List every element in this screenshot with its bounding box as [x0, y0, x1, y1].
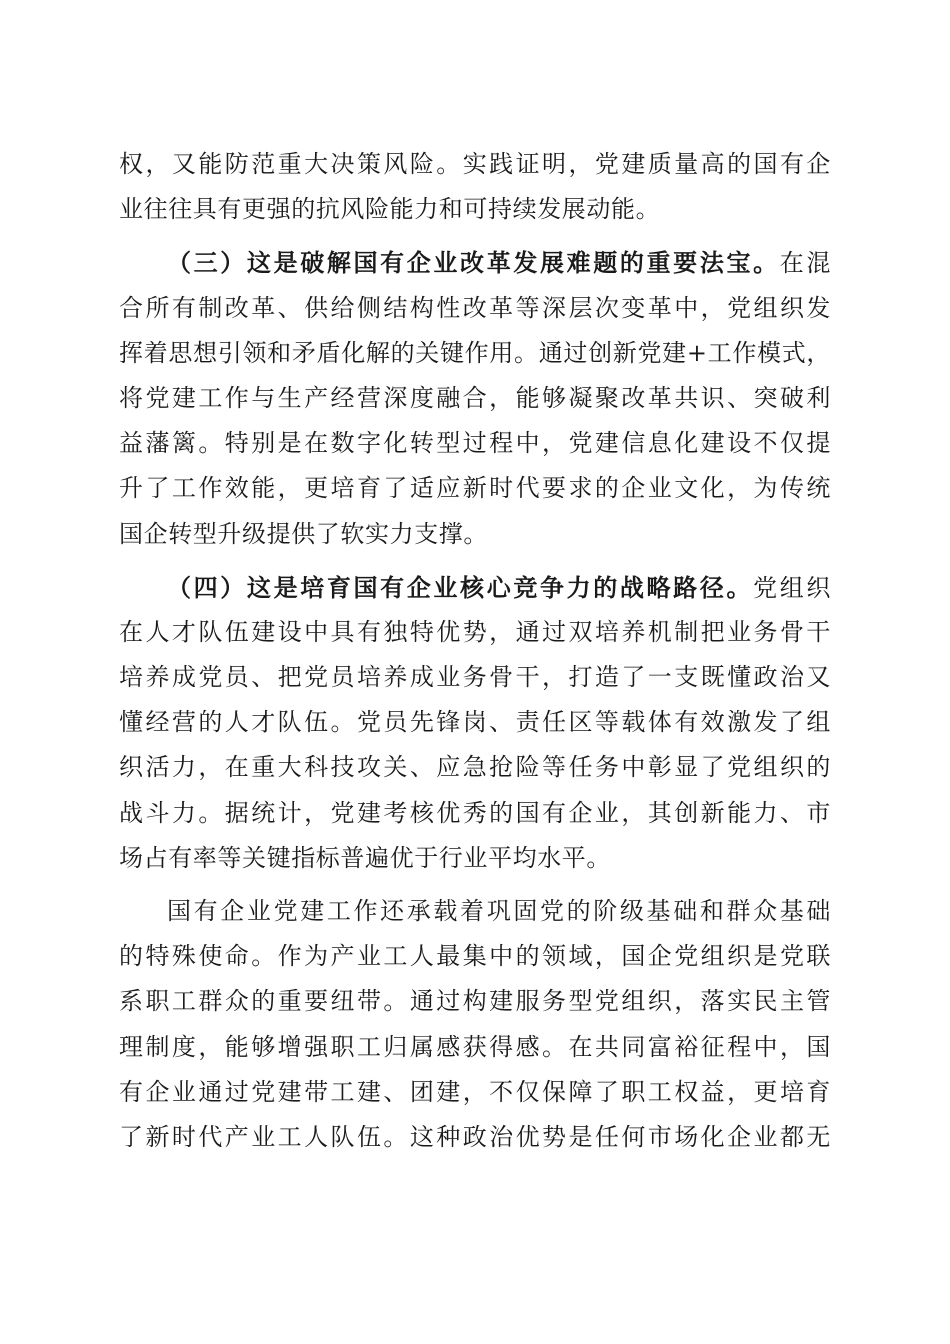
section-heading-four: （四）这是培育国有企业核心竞争力的战略路径。 — [167, 572, 754, 602]
text-line: 培养成党员、把党员培养成业务骨干，打造了一支既懂政治又 — [119, 663, 831, 692]
text-line: 有企业通过党建带工建、团建，不仅保障了职工权益，更培育 — [119, 1077, 831, 1106]
text-line: 权，又能防范重大决策风险。实践证明，党建质量高的国有企 — [119, 150, 831, 178]
paragraph-section-four — [119, 565, 831, 881]
text-line-first: 国有企业党建工作还承载着巩固党的阶级基础和群众基础 — [167, 897, 831, 925]
text-line: 的特殊使命。作为产业工人最集中的领域，国企党组织是党联 — [119, 942, 831, 971]
text-line: 战斗力。据统计，党建考核优秀的国有企业，其创新能力、市 — [119, 798, 831, 827]
text-line: 合所有制改革、供给侧结构性改革等深层次变革中，党组织发 — [119, 293, 831, 322]
text-line: 理制度，能够增强职工归属感获得感。在共同富裕征程中，国 — [119, 1032, 831, 1061]
text-line: 了新时代产业工人队伍。这种政治优势是任何市场化企业都无 — [119, 1122, 831, 1151]
paragraph-section-three — [119, 240, 831, 556]
document-body — [119, 142, 831, 1160]
text-line: 升了工作效能，更培育了适应新时代要求的企业文化，为传统 — [119, 474, 831, 503]
section-heading-three: （三）这是破解国有企业改革发展难题的重要法宝。 — [167, 248, 780, 278]
text-line: 系职工群众的重要纽带。通过构建服务型党组织，落实民主管 — [119, 987, 831, 1016]
text-line-first — [119, 565, 831, 610]
text-line: 业往往具有更强的抗风险能力和可持续发展动能。 — [119, 195, 661, 224]
text-line: 将党建工作与生产经营深度融合，能够凝聚改革共识、突破利 — [119, 383, 831, 412]
text-fragment: 在混 — [779, 249, 831, 278]
text-line: 场占有率等关键指标普遍优于行业平均水平。 — [119, 843, 611, 872]
paragraph-closing — [119, 889, 831, 1160]
text-line-first — [119, 240, 831, 285]
text-line: 国企转型升级提供了软实力支撑。 — [119, 519, 488, 548]
text-fragment: 党组织 — [753, 573, 831, 602]
text-line: 益藩篱。特别是在数字化转型过程中，党建信息化建设不仅提 — [119, 429, 831, 458]
text-line: 织活力，在重大科技攻关、应急抢险等任务中彰显了党组织的 — [119, 753, 831, 782]
text-line: 在人才队伍建设中具有独特优势，通过双培养机制把业务骨干 — [119, 617, 831, 646]
text-line: 挥着思想引领和矛盾化解的关键作用。通过创新党建+工作模式， — [119, 338, 831, 367]
text-line: 懂经营的人才队伍。党员先锋岗、责任区等载体有效激发了组 — [119, 708, 831, 737]
paragraph-continuation — [119, 142, 831, 232]
